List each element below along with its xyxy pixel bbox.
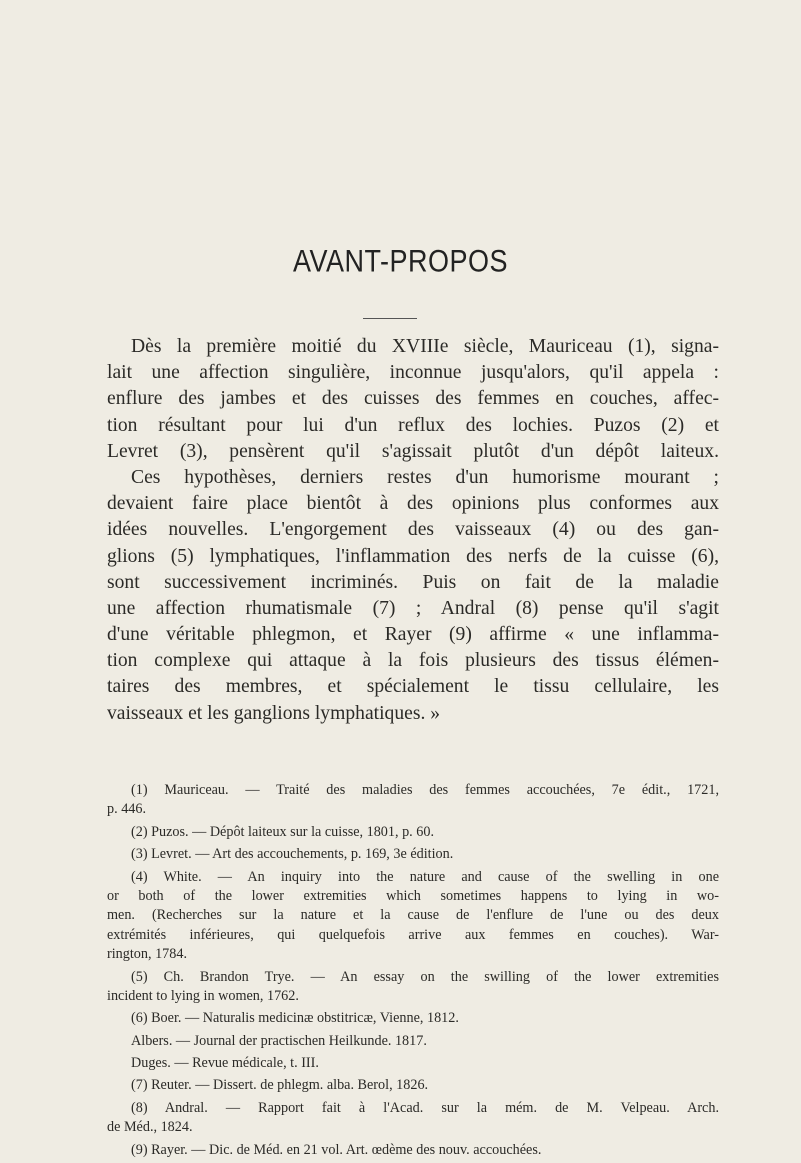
- paragraph-line: vaisseaux et les ganglions lymphatiques. »: [107, 702, 441, 724]
- footnote-line: Duges. — Revue médicale, t. III.: [131, 1055, 319, 1072]
- footnote: [107, 845, 719, 864]
- footnote: [107, 1054, 719, 1073]
- footnote-line: incident to lying in women, 1762.: [107, 987, 299, 1004]
- paragraph-line: idées nouvelles. L'engorgement des vaisseaux (4) ou des gan-: [107, 519, 719, 541]
- footnote: [107, 968, 719, 1007]
- footnote-line: or both of the lower extremities which sometimes happens to lying in wo-: [107, 887, 719, 904]
- paragraph-line: Levret (3), pensèrent qu'il s'agissait plutôt d'un dépôt laiteux.: [107, 440, 719, 462]
- footnote: [107, 1076, 719, 1095]
- footnotes: [107, 781, 719, 1163]
- title-divider: [363, 318, 417, 319]
- footnote-line: (8) Andral. — Rapport fait à l'Acad. sur la mém. de M. Velpeau. Arch.: [131, 1099, 719, 1116]
- footnote-line: rington, 1784.: [107, 946, 187, 963]
- paragraph-line: d'une véritable phlegmon, et Rayer (9) affirme « une inflamma-: [107, 624, 719, 646]
- footnote-line: (9) Rayer. — Dic. de Méd. en 21 vol. Art. œdème des nouv. accouchées.: [131, 1141, 542, 1158]
- paragraph-line: tion résultant pour lui d'un reflux des lochies. Puzos (2) et: [107, 414, 719, 436]
- footnote-line: Albers. — Journal der practischen Heilkunde. 1817.: [131, 1032, 427, 1049]
- footnote-line: extrémités inférieures, qui quelquefois arrive aux femmes en couches). War-: [107, 926, 719, 943]
- page-title: AVANT-PROPOS: [292, 243, 509, 279]
- paragraph-line: taires des membres, et spécialement le tissu cellulaire, les: [107, 676, 719, 698]
- footnote: [107, 1141, 719, 1160]
- paragraph-line: glions (5) lymphatiques, l'inflammation des nerfs de la cuisse (6),: [107, 545, 719, 567]
- footnote: [107, 823, 719, 842]
- paragraph-line: une affection rhumatismale (7) ; Andral (8) pense qu'il s'agit: [107, 597, 719, 619]
- footnote: [107, 1099, 719, 1138]
- paragraph-line: sont successivement incriminés. Puis on fait de la maladie: [107, 571, 719, 593]
- footnote-line: men. (Recherches sur la nature et la cause de l'enflure de l'une ou des deux: [107, 907, 719, 924]
- footnote-line: p. 446.: [107, 801, 147, 818]
- paragraph-line: enflure des jambes et des cuisses des femmes en couches, affec-: [107, 388, 719, 410]
- footnote-line: (7) Reuter. — Dissert. de phlegm. alba. Berol, 1826.: [131, 1077, 429, 1094]
- footnote: [107, 781, 719, 820]
- main-paragraph: [107, 334, 719, 727]
- footnote: [107, 868, 719, 965]
- footnote-line: (1) Mauriceau. — Traité des maladies des femmes accouchées, 7e édit., 1721,: [131, 782, 719, 798]
- paragraph-line: Ces hypothèses, derniers restes d'un humorisme mourant ;: [131, 466, 719, 488]
- footnote: [107, 1009, 719, 1028]
- paragraph-line: Dès la première moitié du XVIIIe siècle, Mauriceau (1), signa-: [131, 336, 719, 357]
- paragraph-line: devaient faire place bientôt à des opinions plus conformes aux: [107, 493, 719, 515]
- paragraph-line: tion complexe qui attaque à la fois plusieurs des tissus élémen-: [107, 650, 719, 672]
- paragraph-line: lait une affection singulière, inconnue jusqu'alors, qu'il appela :: [107, 362, 719, 384]
- footnote-line: (4) White. — An inquiry into the nature and cause of the swelling in one: [131, 868, 719, 885]
- footnote-line: de Méd., 1824.: [107, 1119, 193, 1136]
- footnote-line: (2) Puzos. — Dépôt laiteux sur la cuisse, 1801, p. 60.: [131, 823, 435, 840]
- footnote-line: (3) Levret. — Art des accouchements, p. 169, 3e édition.: [131, 846, 454, 863]
- footnote: [107, 1032, 719, 1051]
- footnote-line: (6) Boer. — Naturalis medicinæ obstitricæ, Vienne, 1812.: [131, 1010, 459, 1027]
- footnote-line: (5) Ch. Brandon Trye. — An essay on the swilling of the lower extremities: [131, 968, 719, 985]
